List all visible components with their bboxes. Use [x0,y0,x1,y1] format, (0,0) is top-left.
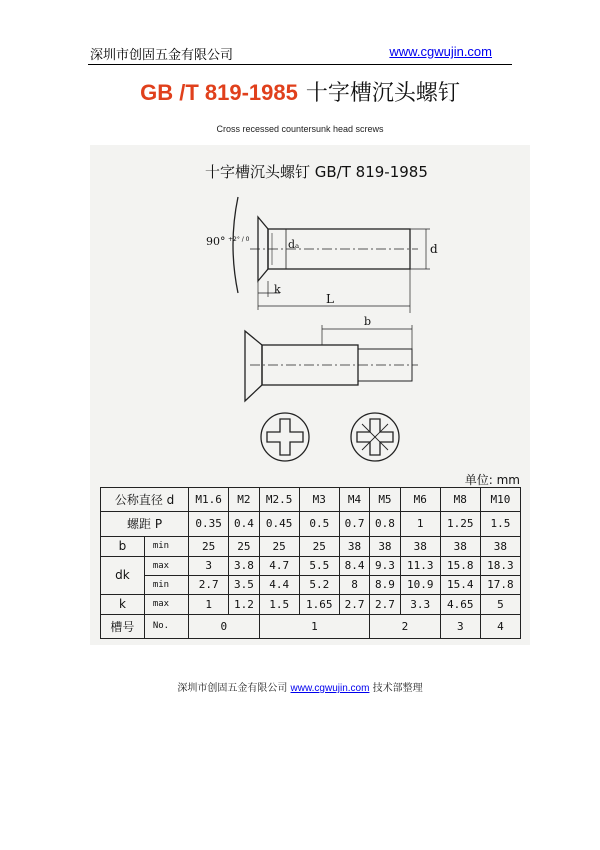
table-cell: 1.65 [299,594,339,614]
dim-b: b [364,315,372,328]
table-cell: M6 [400,488,440,512]
table-cell: 4.4 [259,575,299,594]
page-title [0,76,600,107]
table-cell: 5 [480,594,520,614]
table-cell: M5 [370,488,400,512]
dim-d: d [430,242,438,256]
row-sublabel: min [144,536,188,556]
spec-row [101,594,521,614]
table-cell: 8.4 [339,556,369,575]
row-label: dk [101,556,145,594]
table-cell: 0.4 [229,512,259,536]
table-cell: 2.7 [339,594,369,614]
table-cell: M8 [440,488,480,512]
row-label: b [101,536,145,556]
row-sublabel: max [144,594,188,614]
unit-label: 单位: mm [464,473,520,487]
table-cell: 38 [400,536,440,556]
table-cell: 10.9 [400,575,440,594]
row-label: 螺距 P [101,512,189,536]
technical-drawing [90,145,530,645]
table-cell: 25 [189,536,229,556]
title-chinese: 十字槽沉头螺钉 [305,81,460,106]
table-cell: 3.8 [229,556,259,575]
table-cell: 25 [299,536,339,556]
dim-k: k [274,283,281,296]
table-cell: M10 [480,488,520,512]
table-cell: 2.7 [189,575,229,594]
table-cell: 4.65 [440,594,480,614]
table-cell: 0.45 [259,512,299,536]
table-cell: 15.8 [440,556,480,575]
table-cell: 3.3 [400,594,440,614]
row-sublabel: max [144,556,188,575]
table-cell: 25 [229,536,259,556]
header-website-link[interactable]: www.cgwujin.com [389,44,492,59]
recess-view-z [351,413,399,461]
table-cell: 0.5 [299,512,339,536]
standard-code: GB /T 819-1985 [140,80,298,105]
angle-tolerance: +2° / 0 [228,236,250,243]
table-cell: 0 [189,614,260,638]
table-cell: 5.5 [299,556,339,575]
table-cell: 9.3 [370,556,400,575]
row-label: 公称直径 d [101,488,189,512]
page-footer [0,679,600,694]
spec-row [101,536,521,556]
table-cell: M2 [229,488,259,512]
table-cell: 0.8 [370,512,400,536]
spec-row [101,512,521,536]
table-cell: 38 [440,536,480,556]
table-cell: 3.5 [229,575,259,594]
footer-suffix: 技术部整理 [372,683,423,694]
angle-label: 90° [206,235,226,248]
dim-da: dₐ [288,238,300,251]
table-cell: 2 [370,614,441,638]
row-label: k [101,594,145,614]
table-cell: 38 [339,536,369,556]
table-cell: 4.7 [259,556,299,575]
table-cell: 5.2 [299,575,339,594]
row-label: 槽号 [101,614,145,638]
slot-row [101,614,521,638]
table-cell: 0.35 [189,512,229,536]
table-cell: 25 [259,536,299,556]
screw-drawing [90,145,530,475]
table-cell: 17.8 [480,575,520,594]
table-cell: 8.9 [370,575,400,594]
spec-row [101,575,521,594]
table-cell: 3 [440,614,480,638]
drawing-heading: 十字槽沉头螺钉 GB/T 819-1985 [205,163,428,181]
table-cell: M4 [339,488,369,512]
table-cell: M3 [299,488,339,512]
table-cell: 1 [400,512,440,536]
table-cell: 1 [259,614,370,638]
page-header [88,44,512,65]
row-sublabel: No. [144,614,188,638]
table-cell: 8 [339,575,369,594]
table-cell: 1.5 [259,594,299,614]
table-cell: 15.4 [440,575,480,594]
recess-view-h [261,413,309,461]
table-cell: 18.3 [480,556,520,575]
table-cell: 1.2 [229,594,259,614]
spec-row [101,556,521,575]
table-cell: 4 [480,614,520,638]
table-cell: 11.3 [400,556,440,575]
footer-company: 深圳市创固五金有限公司 [177,683,288,694]
spec-row [101,488,521,512]
dim-L: L [326,292,334,306]
footer-website-link[interactable]: www.cgwujin.com [290,683,370,694]
table-cell: 2.7 [370,594,400,614]
table-cell: 0.7 [339,512,369,536]
table-cell: M2.5 [259,488,299,512]
table-cell: 1.25 [440,512,480,536]
page-subtitle: Cross recessed countersunk head screws [216,124,384,134]
table-cell: 1.5 [480,512,520,536]
table-cell: 38 [370,536,400,556]
header-company: 深圳市创固五金有限公司 [90,48,234,63]
table-cell: 1 [189,594,229,614]
table-cell: 3 [189,556,229,575]
table-cell: M1.6 [189,488,229,512]
row-sublabel: min [144,575,188,594]
screw-thread-view [245,325,418,401]
table-cell: 38 [480,536,520,556]
spec-table [100,487,521,639]
